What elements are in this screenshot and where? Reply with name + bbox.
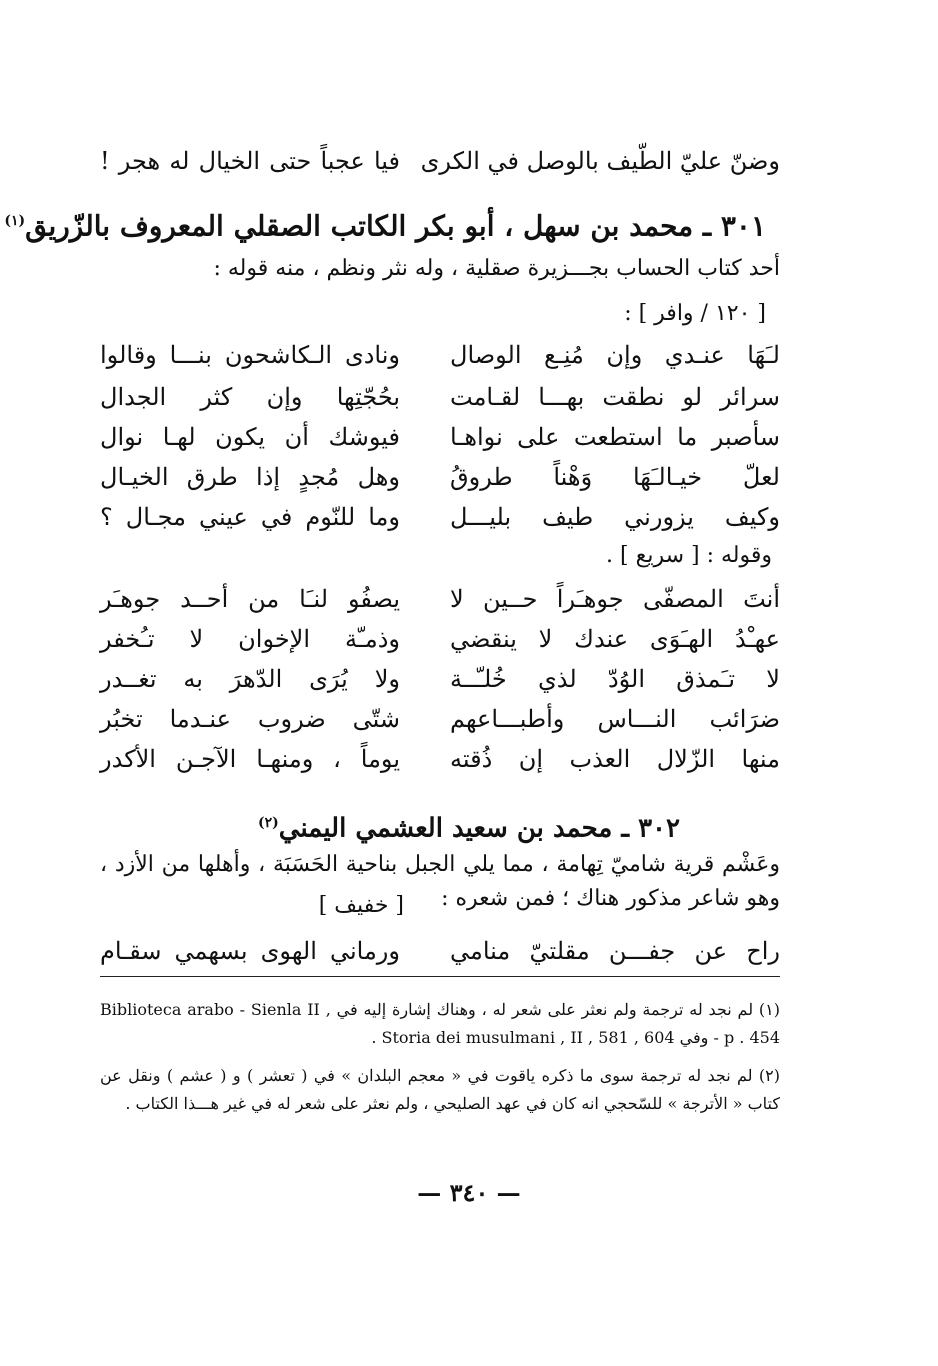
poem2-line-4: ضرَائب النـــاس وأطبـــاعهم شتّى ضروب عنـدما تخبُر [100,705,780,733]
poem2-line-2: عهـْدُ الهـَوَى عندك لا ينقضي وذمـّة الإخوان لا تـُخفر [100,625,780,653]
entry-302-heading: ٣٠٢ ـ محمد بن سعيد العشمي اليمني$^{(٢)}$ [258,813,680,844]
entry-301-intro: أحد كتاب الحساب بجـــزيرة صقلية ، وله نثر ونظم ، منه قوله : [213,256,780,281]
footnote-1: (١) لم نجد له ترجمة ولم نعثر على شعر له ، وهناك إشارة إليه في Biblioteca arabo - Sienla II , p . 454 - وفي 604 , 581 , Storia dei musulmani , II . [100,1000,780,1047]
poem2-line-1: أنتَ المصفّى جوهـَراً حــين لا يصفُو لنـَا من أحــد جوهـَر [100,585,780,613]
verse-hemistich-left: فيا عجباً حتى الخيال له هجر ! [100,147,400,175]
entry-301-heading: ٣٠١ ـ محمد بن سهل ، أبو بكر الكاتب الصقلي المعروف بالزّريق$^{(١)}$ [4,209,766,243]
footnote-2: (٢) لم نجد له ترجمة سوى ما ذكره ياقوت في « معجم البلدان » في ( تعشر ) و ( عشم ) ونقل عن كتاب « الأترجة » للسّحجي انه كان في عهد الصليحي ، ولم نعثر على شعر له في غير هـــذا الكتاب . [100,1066,780,1113]
entry-302-meter: [ خفيف ] [318,893,404,918]
footnote-separator [100,976,780,977]
verse-line-top [100,140,780,182]
page-number: — ٣٤٠ — [417,1178,521,1207]
entry-301-meter: [ ١٢٠ / وافر ] : [624,301,766,326]
poem1-line-1: لـَهَا عنـدي وإن مُنِـع الوصال ونادى الـكاشحون بنـــا وقالوا [100,341,780,369]
footnote-ref: (١) [4,213,26,229]
footnote-ref: (٢) [258,815,279,831]
entry-302-intro: وعَشْم قرية شاميّ تِهامة ، مما يلي الجبل بناحية الحَسَبَة ، وأهلها من الأزد ، وهو شاعر مذكور هناك ؛ فمن شعره : [100,852,780,911]
poem2-line-5: منها الزّلال العذب إن ذُقته يوماً ، ومنهـا الآجـن الأكدر [100,745,780,773]
poem2-intro: وقوله : [ سريع ] . [606,543,772,568]
poem1-line-3: سأصبر ما استطعت على نواهـا فيوشك أن يكون لهـا نوال [100,423,780,451]
poem1-line-2: سرائر لو نطقت بهـــا لقـامت بحُجّتِها وإن كثر الجدال [100,383,780,411]
verse-hemistich-right: وضنّ عليّ الطّيف بالوصل في الكرى [420,147,780,175]
poem1-line-4: لعلّ خيـالـَهَا وَهْناً طروقُ وهل مُجدٍ إذا طرق الخيـال [100,463,780,491]
poem3-line-1: راح عن جفـــن مقلتيّ منامي ورماني الهوى بسهمي سقـام [100,937,780,965]
poem2-line-3: لا تـَمذق الوُدّ لذي خُلـّــة ولا يُرَى الدّهرَ به تغــدر [100,665,780,693]
poem1-line-5: وكيف يزورني طيف بليـــل وما للنّوم في عيني مجـال ؟ [100,503,780,531]
